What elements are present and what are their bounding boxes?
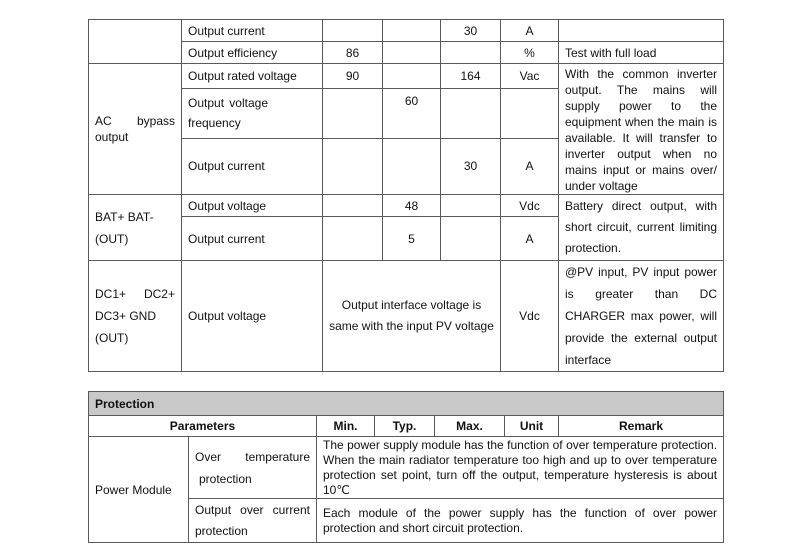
remark-cell: With the common inverter output. The mains will supply power to the equipment when the main is available. It will transfer to inverter output when no mains input or mains over/ under voltage bbox=[559, 64, 724, 195]
param-cell bbox=[189, 437, 317, 499]
group-line: DC1+ DC2+ bbox=[95, 287, 175, 301]
group-cell-ac-bypass bbox=[89, 64, 182, 195]
section-header-row bbox=[89, 392, 724, 416]
group-cell-bat bbox=[89, 195, 182, 261]
typ-cell: 5 bbox=[383, 217, 441, 261]
max-cell: 164 bbox=[441, 64, 501, 89]
group-cell-power-module: Power Module bbox=[89, 437, 189, 543]
group-line: DC3+ GND bbox=[95, 309, 157, 323]
table-row bbox=[89, 195, 724, 217]
protection-table bbox=[88, 391, 724, 543]
table-row bbox=[89, 261, 724, 372]
group-line: (OUT) bbox=[95, 231, 129, 246]
remark-cell: Test with full load bbox=[559, 42, 724, 64]
max-cell bbox=[441, 42, 501, 64]
header-remark: Remark bbox=[559, 416, 724, 437]
param-cell: Output current bbox=[182, 138, 323, 194]
header-parameters: Parameters bbox=[89, 416, 317, 437]
max-cell bbox=[441, 195, 501, 217]
param-line: protection bbox=[199, 471, 252, 486]
value-cell bbox=[323, 261, 501, 372]
param-cell: Output voltage bbox=[182, 195, 323, 217]
unit-cell: Vac bbox=[501, 64, 559, 89]
param-cell: Output voltage bbox=[182, 261, 323, 372]
remark-cell: @PV input, PV input power is greater than DC CHARGER max power, will provide the external output interface bbox=[559, 261, 724, 372]
group-line: BAT+ BAT- bbox=[95, 209, 154, 224]
typ-cell: 60 bbox=[383, 88, 441, 138]
max-cell bbox=[441, 217, 501, 261]
unit-cell: Vdc bbox=[501, 261, 559, 372]
value-line: same with the input PV voltage bbox=[329, 319, 494, 333]
output-spec-table bbox=[88, 19, 724, 372]
param-cell: Output current bbox=[182, 20, 323, 42]
param-cell bbox=[182, 88, 323, 138]
typ-cell bbox=[383, 20, 441, 42]
header-max: Max. bbox=[435, 416, 505, 437]
remark-cell bbox=[559, 20, 724, 42]
min-cell: 86 bbox=[323, 42, 383, 64]
unit-cell: % bbox=[501, 42, 559, 64]
param-cell: Output current bbox=[182, 217, 323, 261]
header-typ: Typ. bbox=[375, 416, 435, 437]
group-line: output bbox=[95, 130, 129, 144]
param-cell bbox=[189, 499, 317, 543]
max-cell: 30 bbox=[441, 138, 501, 194]
param-line: Output voltage bbox=[188, 96, 268, 111]
min-cell bbox=[323, 217, 383, 261]
unit-cell bbox=[501, 88, 559, 138]
unit-cell: Vdc bbox=[501, 195, 559, 217]
table-row bbox=[89, 437, 724, 499]
header-min: Min. bbox=[317, 416, 375, 437]
param-cell: Output rated voltage bbox=[182, 64, 323, 89]
param-line: protection bbox=[195, 523, 248, 538]
max-cell: 30 bbox=[441, 20, 501, 42]
section-title: Protection bbox=[89, 392, 724, 416]
remark-cell: Battery direct output, with short circuit, current limiting protection. bbox=[559, 195, 724, 261]
column-header-row bbox=[89, 416, 724, 437]
min-cell: 90 bbox=[323, 64, 383, 89]
table-row bbox=[89, 64, 724, 89]
group-cell-empty bbox=[89, 20, 182, 64]
param-cell: Output efficiency bbox=[182, 42, 323, 64]
unit-cell: A bbox=[501, 138, 559, 194]
typ-cell: 48 bbox=[383, 195, 441, 217]
typ-cell bbox=[383, 64, 441, 89]
group-cell-dc bbox=[89, 261, 182, 372]
table-row bbox=[89, 20, 724, 42]
typ-cell bbox=[383, 42, 441, 64]
min-cell bbox=[323, 195, 383, 217]
unit-cell: A bbox=[501, 217, 559, 261]
group-line: AC bypass bbox=[95, 114, 175, 128]
description-cell: Each module of the power supply has the function of over power protection and short circuit protection. bbox=[317, 499, 724, 543]
description-cell: The power supply module has the function of over temperature protection. When the main radiator temperature too high and up to over temperature protection set point, turn off the output, temperature hysteresis is about 10℃ bbox=[317, 437, 724, 499]
unit-cell: A bbox=[501, 20, 559, 42]
min-cell bbox=[323, 88, 383, 138]
param-line: frequency bbox=[188, 116, 241, 131]
group-line: (OUT) bbox=[95, 331, 129, 345]
table-row bbox=[89, 42, 724, 64]
param-line: Output over current bbox=[195, 502, 310, 517]
param-line: Over temperature bbox=[195, 449, 310, 464]
typ-cell bbox=[383, 138, 441, 194]
header-unit: Unit bbox=[505, 416, 559, 437]
min-cell bbox=[323, 20, 383, 42]
max-cell bbox=[441, 88, 501, 138]
min-cell bbox=[323, 138, 383, 194]
value-line: Output interface voltage is bbox=[341, 298, 482, 312]
